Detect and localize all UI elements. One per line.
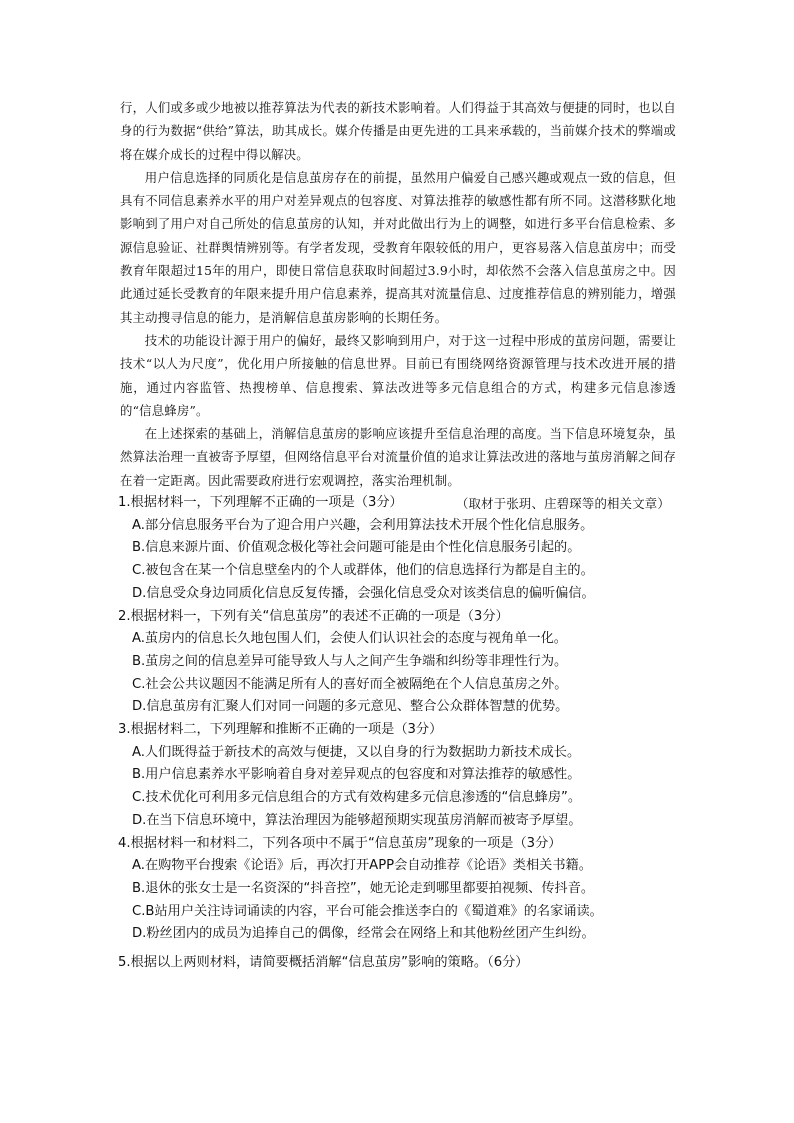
option-a: A.人们既得益于新技术的高效与便捷，又以自身的行为数据助力新技术成长。 [132,744,581,760]
question-1 [118,492,678,606]
question-5 [118,952,678,975]
option-d: D.粉丝团内的成员为追捧自己的偶像，经常会在网络上和其他粉丝团产生纠纷。 [132,926,595,942]
passage-source: （取材于张玥、庄碧琛等的相关文章） [455,496,670,512]
question-stem: 4.根据材料一和材料二，下列各项中不属于“信息茧房”现象的一项是（3分） [118,835,562,851]
reading-passage [120,96,676,515]
option-c: C.B站用户关注诗词诵读的内容，平台可能会推送李白的《蜀道难》的名家诵读。 [132,903,603,919]
option-a: A.在购物平台搜索《论语》后，再次打开APP会自动推荐《论语》类相关书籍。 [132,858,592,874]
question-4 [118,833,678,947]
passage-paragraph: 用户信息选择的同质化是信息茧房存在的前提，虽然用户偏爱自己感兴趣或观点一致的信息，但具有不同信息素养水平的用户对差异观点的包容度、对算法推荐的敏感性都有所不同。这潜移默化地影响到了用户对自己所处的信息茧房的认知，并对此做出行为上的调整，如进行多平台信息检索、多源信息验证、社群舆情辨别等。有学者发现，受教育年限较低的用户，更容易落入信息茧房中；而受教育年限超过15年的用户，即使日常信息获取时间超过3.9小时，却依然不会落入信息茧房之中。因此通过延长受教育的年限来提升用户信息素养，提高其对流量信息、过度推荐信息的辨别能力，增强其主动搜寻信息的能力，是消解信息茧房影响的长期任务。 [120,169,676,325]
question-stem: 3.根据材料二，下列理解和推断不正确的一项是（3分） [118,722,443,738]
question-stem: 2.根据材料一，下列有关“信息茧房”的表述不正确的一项是（3分） [118,608,509,624]
passage-paragraph: 技术的功能设计源于用户的偏好，最终又影响到用户，对于这一过程中形成的茧房问题，需要让技术“以人为尺度”，优化用户所接触的信息世界。目前已有围绕网络资源管理与技术改进开展的措施，通过内容监管、热搜榜单、信息搜索、算法改进等多元信息组合的方式，构建多元信息渗透的“信息蜂房”。 [120,332,676,418]
question-2 [118,606,678,720]
option-d: D.信息受众身边同质化信息反复传播，会强化信息受众对该类信息的偏听偏信。 [132,585,595,601]
option-c: C.技术优化可利用多元信息组合的方式有效构建多元信息渗透的“信息蜂房”。 [132,790,582,806]
option-b: B.用户信息素养水平影响着自身对差异观点的包容度和对算法推荐的敏感性。 [132,767,581,783]
option-c: C.社会公共议题因不能满足所有人的喜好而全被隔绝在个人信息茧房之外。 [132,676,568,692]
question-list [118,492,678,975]
option-d: D.信息茧房有汇聚人们对同一问题的多元意见、整合公众群体智慧的优势。 [132,699,569,715]
question-stem: 5.根据以上两则材料，请简要概括消解“信息茧房”影响的策略。（6分） [118,955,529,971]
option-b: B.茧房之间的信息差异可能导致人与人之间产生争端和纠纷等非理性行为。 [132,653,568,669]
option-a: A.茧房内的信息长久地包围人们，会使人们认识社会的态度与视角单一化。 [132,631,567,647]
option-b: B.信息来源片面、价值观念极化等社会问题可能是由个性化信息服务引起的。 [132,540,581,556]
passage-paragraph: 在上述探索的基础上，消解信息茧房的影响应该提升至信息治理的高度。当下信息环境复杂，虽然算法治理一直被寄予厚望，但网络信息平台对流量价值的追求让算法改进的落地与茧房消解之间存在着一定距离。因此需要政府进行宏观调控，落实治理机制。 [120,426,676,488]
question-stem: 1.根据材料一，下列理解不正确的一项是（3分） [118,495,403,510]
option-a: A.部分信息服务平台为了迎合用户兴趣，会利用算法技术开展个性化信息服务。 [132,517,594,533]
passage-paragraph: 行，人们或多或少地被以推荐算法为代表的新技术影响着。人们得益于其高效与便捷的同时，也以自身的行为数据“供给”算法，助其成长。媒介传播是由更先进的工具来承载的，当前媒介技术的弊端或将在媒介成长的过程中得以解决。 [120,100,676,162]
option-b: B.退休的张女士是一名资深的“抖音控”，她无论走到哪里都要拍视频、传抖音。 [132,880,595,896]
option-c: C.被包含在某一个信息壁垒内的个人或群体，他们的信息选择行为都是自主的。 [132,563,594,579]
option-d: D.在当下信息环境中，算法治理因为能够超预期实现茧房消解而被寄予厚望。 [132,812,582,828]
question-3 [118,719,678,833]
